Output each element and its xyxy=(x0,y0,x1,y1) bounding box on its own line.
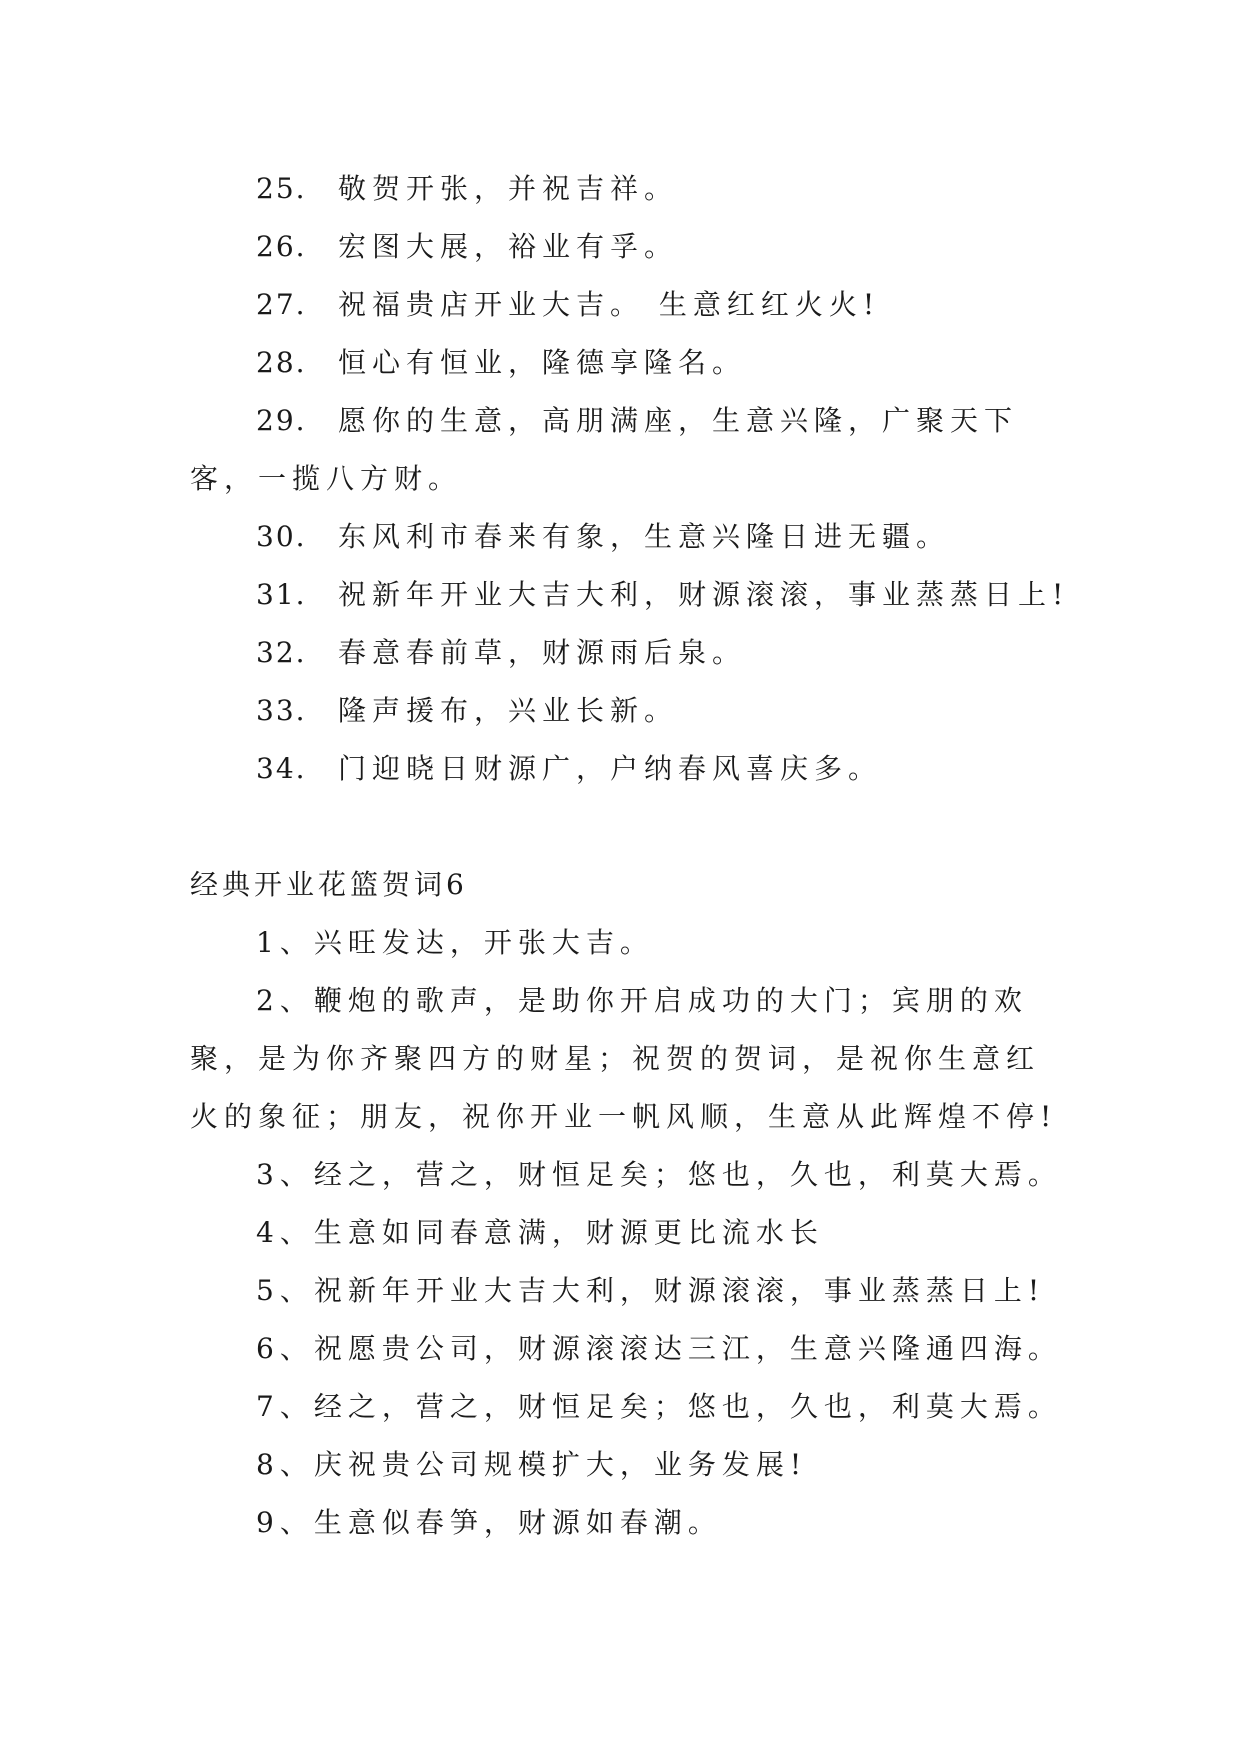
list-item-25 xyxy=(190,160,1070,218)
item-text: 隆声援布，兴业长新。 xyxy=(338,694,679,727)
item-number: 32. xyxy=(256,636,307,669)
item-number: 27. xyxy=(256,288,307,321)
section-heading: 经典开业花篮贺词6 xyxy=(190,868,468,901)
item-text: 东风利市春来有象，生意兴隆日进无疆。 xyxy=(338,520,951,553)
numbered-list-1-9 xyxy=(190,914,1070,1552)
item-number: 33. xyxy=(256,694,307,727)
list-item-26 xyxy=(190,218,1070,276)
item-text: 敬贺开张，并祝吉祥。 xyxy=(338,172,679,205)
item-text: 祝福贵店开业大吉。 生意红红火火! xyxy=(338,288,881,321)
list-item-30 xyxy=(190,508,1070,566)
list-item-33 xyxy=(190,682,1070,740)
list-item-9: 9、生意似春笋，财源如春潮。 xyxy=(256,1506,722,1539)
item-text: 春意春前草，财源雨后泉。 xyxy=(338,636,747,669)
item-number: 29. xyxy=(256,404,307,437)
list-item-31 xyxy=(190,566,1070,624)
item-number: 26. xyxy=(256,230,307,263)
item-number: 34. xyxy=(256,752,307,785)
list-item-8: 8、庆祝贵公司规模扩大，业务发展! xyxy=(256,1448,808,1481)
item-text: 愿你的生意，高朋满座，生意兴隆，广聚天下客，一揽八方财。 xyxy=(190,404,1019,495)
list-item-32 xyxy=(190,624,1070,682)
item-text: 恒心有恒业，隆德享隆名。 xyxy=(338,346,747,379)
section-spacer xyxy=(190,798,1070,856)
list-item-6: 6、祝愿贵公司，财源滚滚达三江，生意兴隆通四海。 xyxy=(256,1332,1062,1365)
item-text: 门迎晓日财源广，户纳春风喜庆多。 xyxy=(338,752,883,785)
item-text: 宏图大展，裕业有孚。 xyxy=(338,230,679,263)
list-item-29 xyxy=(190,392,1070,508)
list-item-4: 4、生意如同春意满，财源更比流水长 xyxy=(256,1216,824,1249)
list-item-5: 5、祝新年开业大吉大利，财源滚滚，事业蒸蒸日上! xyxy=(256,1274,1046,1307)
item-number: 25. xyxy=(256,172,307,205)
list-item-7: 7、经之，营之，财恒足矣；悠也，久也，利莫大焉。 xyxy=(256,1390,1062,1423)
list-item-27 xyxy=(190,276,1070,334)
list-item-28 xyxy=(190,334,1070,392)
item-number: 28. xyxy=(256,346,307,379)
list-item-1: 1、兴旺发达，开张大吉。 xyxy=(256,926,654,959)
document-body xyxy=(190,160,1070,1552)
item-number: 30. xyxy=(256,520,307,553)
list-item-3: 3、经之，营之，财恒足矣；悠也，久也，利莫大焉。 xyxy=(256,1158,1062,1191)
item-number: 31. xyxy=(256,578,307,611)
list-item-2: 2、鞭炮的歌声，是助你开启成功的大门；宾朋的欢聚，是为你齐聚四方的财星；祝贺的贺词，是祝你生意红火的象征；朋友，祝你开业一帆风顺，生意从此辉煌不停! xyxy=(190,984,1058,1133)
list-item-34 xyxy=(190,740,1070,798)
item-text: 祝新年开业大吉大利，财源滚滚，事业蒸蒸日上! xyxy=(338,578,1070,611)
numbered-list-25-34 xyxy=(190,160,1070,798)
